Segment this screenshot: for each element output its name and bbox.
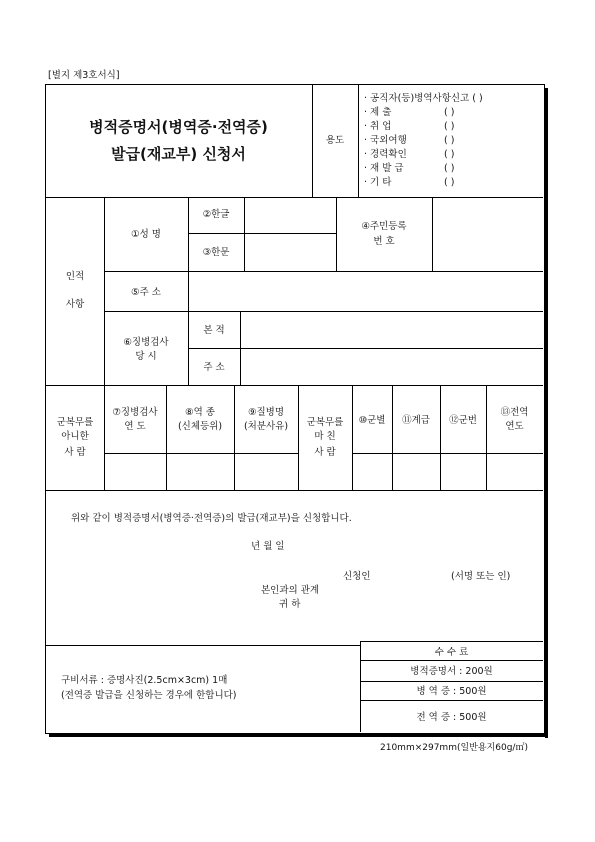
fee-item: 전 역 증 : 500원 <box>416 712 487 723</box>
exam-year-field[interactable] <box>105 454 165 489</box>
form-title-line1: 병적증명서(병역증·전역증) <box>89 118 268 136</box>
required-documents-note: (전역증 발급을 신청하는 경우에 한합니다) <box>61 690 237 701</box>
purpose-option-employment: · 취 업 ( ) <box>364 121 455 132</box>
disease-field[interactable] <box>235 454 297 489</box>
divider <box>46 490 543 491</box>
declaration-date: 년 월 일 <box>251 541 285 552</box>
divider <box>360 700 543 701</box>
address-field[interactable] <box>189 272 541 310</box>
domicile-address-field[interactable] <box>241 349 541 384</box>
conscription-label: ⑥징병검사 <box>123 337 169 348</box>
discharge-year-label: 연도 <box>505 421 524 432</box>
purpose-option-official: · 공직자(등)병역사항신고 ( ) <box>364 93 483 104</box>
rrn-label: ④주민등록 <box>361 221 407 232</box>
name-hanmun-field[interactable] <box>245 234 335 270</box>
disease-label: (처분사유) <box>243 421 289 432</box>
non-served-label: 사 람 <box>64 447 86 458</box>
domicile-label: 본 적 <box>203 325 225 336</box>
purpose-label: 용도 <box>325 135 345 146</box>
purpose-option-career: · 경력확인 ( ) <box>364 149 455 160</box>
name-label: ①성 명 <box>131 229 161 240</box>
rank-field[interactable] <box>393 454 439 489</box>
exam-year-label: 연 도 <box>124 421 146 432</box>
divider <box>358 85 359 197</box>
divider <box>360 681 543 682</box>
divider <box>360 660 543 661</box>
served-label: 사 람 <box>314 447 336 458</box>
signature-label: (서명 또는 인) <box>451 571 511 582</box>
serial-field[interactable] <box>441 454 485 489</box>
divider <box>336 197 337 271</box>
service-type-label: ⑧역 종 <box>185 407 215 418</box>
service-type-label: (신체등위) <box>177 421 223 432</box>
serial-label: ⑫군번 <box>449 415 477 426</box>
rrn-label: 번 호 <box>373 236 395 247</box>
purpose-option-submit: · 제 출 ( ) <box>364 107 455 118</box>
applicant-label: 신청인 <box>343 571 371 582</box>
branch-field[interactable] <box>353 454 391 489</box>
non-served-label: 아니한 <box>61 431 89 442</box>
fees-title: 수 수 료 <box>434 647 469 658</box>
fee-item: 병 역 증 : 500원 <box>416 686 487 697</box>
required-documents: 구비서류 : 증명사진(2.5cm×3cm) 1매 <box>61 675 228 686</box>
served-label: 마 친 <box>314 431 336 442</box>
divider <box>46 385 543 386</box>
personal-section-label: 사항 <box>65 299 85 310</box>
non-served-label: 군복무를 <box>56 417 94 428</box>
rank-label: ⑪계급 <box>402 415 430 426</box>
fee-item: 병적증명서 : 200원 <box>410 666 493 677</box>
recipient-label: 귀 하 <box>279 599 301 610</box>
divider <box>46 645 360 646</box>
rrn-field[interactable] <box>433 198 541 270</box>
form-label: [별지 제3호서식] <box>48 70 120 81</box>
purpose-option-other: · 기 타 ( ) <box>364 177 455 188</box>
applicant-field[interactable] <box>386 567 446 585</box>
purpose-option-travel: · 국외여행 ( ) <box>364 135 455 146</box>
personal-section-label: 인적 <box>65 271 85 282</box>
disease-label: ⑨질병명 <box>247 407 285 418</box>
application-form <box>45 84 545 734</box>
discharge-year-label: ⑬전역 <box>500 407 529 418</box>
form-title-line2: 발급(재교부) 신청서 <box>111 145 246 163</box>
relation-label: 본인과의 관계 <box>261 585 320 596</box>
name-hangul-field[interactable] <box>245 198 335 232</box>
paper-spec: 210mm×297mm(일반용지60g/㎡) <box>380 743 528 753</box>
branch-label: ⑩군별 <box>358 415 386 426</box>
hanmun-label: ③한문 <box>202 247 230 258</box>
served-label: 군복무를 <box>306 417 344 428</box>
domicile-field[interactable] <box>241 312 541 347</box>
address-label: ⑤주 소 <box>131 287 161 298</box>
hangul-label: ②한글 <box>202 209 230 220</box>
conscription-label: 당 시 <box>135 351 157 362</box>
form-shadow-bottom <box>49 734 548 737</box>
declaration-text: 위와 같이 병적증명서(병역증·전역증)의 발급(재교부)을 신청합니다. <box>71 513 352 524</box>
service-type-field[interactable] <box>167 454 233 489</box>
exam-year-label: ⑦징병검사 <box>112 407 158 418</box>
divider <box>360 641 543 642</box>
discharge-year-field[interactable] <box>487 454 541 489</box>
form-shadow-right <box>545 88 548 738</box>
domicile-address-label: 주 소 <box>203 362 225 373</box>
purpose-option-reissue: · 재 발 급 ( ) <box>364 163 455 174</box>
